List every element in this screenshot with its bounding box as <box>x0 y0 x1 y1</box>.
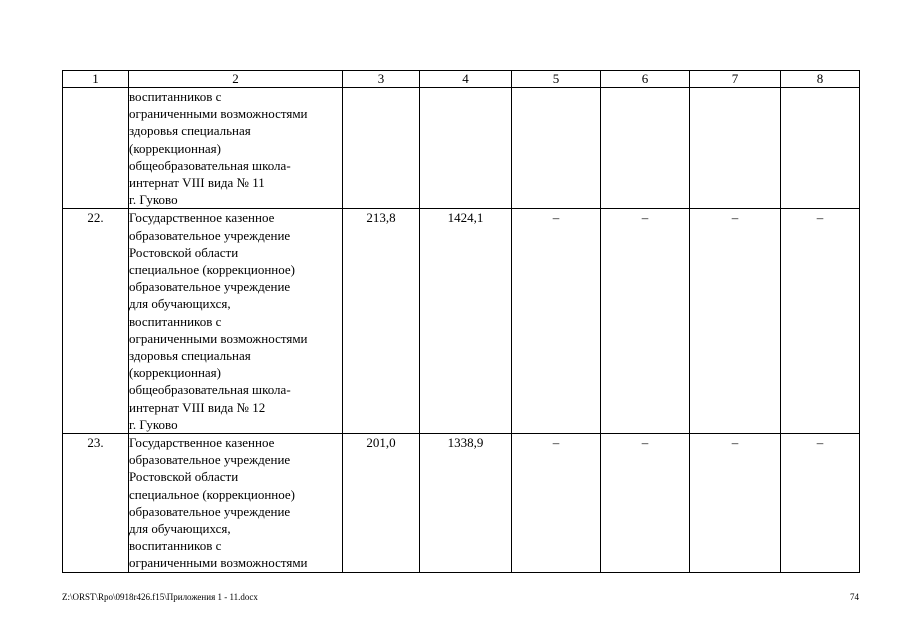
institution-name-cell <box>129 434 343 573</box>
header-row <box>63 71 860 88</box>
name-line: интернат VIII вида № 11 <box>129 175 265 191</box>
header-cell-7: 7 <box>690 71 781 88</box>
header-cell-3: 3 <box>343 71 420 88</box>
name-line: г. Гуково <box>129 192 178 208</box>
table-row-continued <box>63 88 860 209</box>
table-row-23 <box>63 434 860 573</box>
name-line: Ростовской области <box>129 244 239 260</box>
row-number-cell: 23. <box>63 434 129 573</box>
name-line: воспитанников с <box>129 89 222 104</box>
name-line: образовательное учреждение <box>129 279 291 295</box>
name-line: (коррекционная) <box>129 365 221 381</box>
name-line: общеобразовательная школа- <box>129 157 291 173</box>
col7-cell <box>690 88 781 209</box>
name-line: Государственное казенное <box>129 435 275 451</box>
row-number-cell <box>63 88 129 209</box>
footer-page-number: 74 <box>850 592 859 602</box>
name-line: образовательное учреждение <box>129 452 291 468</box>
name-line: ограниченными возможностями <box>129 330 308 346</box>
col6-cell <box>601 88 690 209</box>
col4-cell <box>420 88 512 209</box>
col3-cell: 213,8 <box>343 209 420 434</box>
name-line: образовательное учреждение <box>129 503 291 519</box>
name-line: общеобразовательная школа- <box>129 382 291 398</box>
col8-cell <box>781 88 860 209</box>
name-line: г. Гуково <box>129 416 178 432</box>
col8-cell: – <box>781 209 860 434</box>
col3-cell: 201,0 <box>343 434 420 573</box>
row-number-cell: 22. <box>63 209 129 434</box>
name-line: Государственное казенное <box>129 210 275 226</box>
header-cell-6: 6 <box>601 71 690 88</box>
header-cell-8: 8 <box>781 71 860 88</box>
header-cell-5: 5 <box>512 71 601 88</box>
name-line: для обучающихся, <box>129 521 231 537</box>
col5-cell: – <box>512 434 601 573</box>
col4-cell: 1338,9 <box>420 434 512 573</box>
col5-cell <box>512 88 601 209</box>
header-cell-4: 4 <box>420 71 512 88</box>
col8-cell: – <box>781 434 860 573</box>
col5-cell: – <box>512 209 601 434</box>
name-line: Ростовской области <box>129 469 239 485</box>
header-cell-1: 1 <box>63 71 129 88</box>
footer-file-path: Z:\ORST\Rpo\0918r426.f15\Приложения 1 - 11.docx <box>62 592 258 602</box>
col4-cell: 1424,1 <box>420 209 512 434</box>
name-line: здоровья специальная <box>129 123 251 139</box>
name-line: ограниченными возможностями <box>129 106 308 122</box>
appendix-table <box>62 70 860 573</box>
col6-cell: – <box>601 434 690 573</box>
name-line: воспитанников с <box>129 313 222 329</box>
col3-cell <box>343 88 420 209</box>
name-line: специальное (коррекционное) <box>129 486 296 502</box>
name-line: здоровья специальная <box>129 348 251 364</box>
institution-name-cell <box>129 88 343 209</box>
name-line: ограниченными возможностями <box>129 555 308 571</box>
name-line: образовательное учреждение <box>129 227 291 243</box>
col7-cell: – <box>690 209 781 434</box>
name-line: для обучающихся, <box>129 296 231 312</box>
institution-name-cell <box>129 209 343 434</box>
table-row-22 <box>63 209 860 434</box>
name-line: (коррекционная) <box>129 140 221 156</box>
col6-cell: – <box>601 209 690 434</box>
header-cell-2: 2 <box>129 71 343 88</box>
name-line: воспитанников с <box>129 538 222 554</box>
col7-cell: – <box>690 434 781 573</box>
name-line: интернат VIII вида № 12 <box>129 399 266 415</box>
name-line: специальное (коррекционное) <box>129 262 296 278</box>
